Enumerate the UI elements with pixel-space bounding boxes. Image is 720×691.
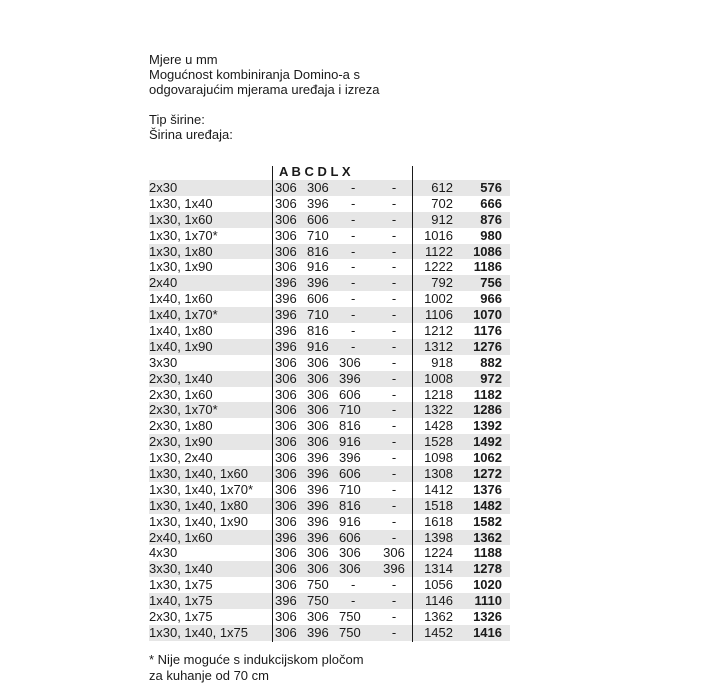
row-width-c: 816 [339,418,361,434]
row-total-width: 1362 [424,609,453,625]
row-cutout-width: 1020 [473,577,502,593]
row-width-a: 306 [275,577,297,593]
row-width-x: - [391,211,397,227]
row-total-width: 1428 [424,418,453,434]
row-width-a: 396 [275,323,297,339]
row-width-b: 396 [307,450,329,466]
row-total-width: 1002 [424,291,453,307]
row-width-c: - [351,577,356,593]
row-type: 1x40, 1x80 [149,323,213,339]
row-width-c: - [351,275,356,291]
row-cutout-width: 666 [480,195,502,211]
row-width-b: 710 [307,227,329,243]
row-width-b: 916 [307,259,329,275]
row-width-x: - [391,529,397,545]
row-total-width: 1016 [424,227,453,243]
row-cutout-width: 1492 [473,434,502,450]
row-width-x: - [391,434,397,450]
row-total-width: 1008 [424,370,453,386]
row-width-a: 396 [275,307,297,323]
row-total-width: 1412 [424,481,453,497]
table-body [149,180,510,641]
row-width-b: 306 [307,354,329,370]
row-width-x: - [391,418,397,434]
row-width-c: - [351,227,356,243]
row-type: 3x30 [149,354,178,370]
row-width-x: - [391,497,397,513]
row-cutout-width: 966 [480,291,502,307]
row-width-c: 306 [339,354,361,370]
row-type: 1x30, 1x70* [149,227,218,243]
row-width-x: - [391,577,397,593]
row-cutout-width: 1176 [473,323,502,339]
row-width-b: 750 [307,577,329,593]
row-type: 1x30, 1x90 [149,259,213,275]
row-total-width: 912 [431,211,453,227]
row-type: 2x30, 1x60 [149,386,213,402]
row-type: 1x30, 1x80 [149,243,213,259]
row-width-x: - [391,227,397,243]
row-cutout-width: 1182 [473,386,502,402]
row-width-x: 306 [383,545,405,561]
table-row [149,545,510,561]
row-width-c: - [351,243,356,259]
table-row [149,259,510,275]
row-width-a: 306 [275,513,297,529]
row-width-b: 306 [307,561,329,577]
row-cutout-width: 1086 [473,243,502,259]
table-row [149,291,510,307]
footnote-line-1: * Nije moguće s indukcijskom pločom [149,652,364,667]
intro-text [149,52,380,142]
row-width-x: - [391,513,397,529]
row-total-width: 1122 [425,243,453,259]
row-width-a: 396 [275,291,297,307]
row-cutout-width: 882 [480,354,502,370]
row-total-width: 1218 [424,386,453,402]
row-type: 1x30, 2x40 [149,450,213,466]
row-type: 1x30, 1x40, 1x80 [149,497,249,513]
row-width-c: - [351,338,356,354]
row-width-b: 396 [307,481,329,497]
table-row [149,530,510,546]
row-type: 1x30, 1x40, 1x70* [149,481,254,497]
row-width-b: 306 [307,609,329,625]
row-width-b: 396 [307,466,329,482]
row-total-width: 1212 [424,323,453,339]
row-width-x: - [391,624,397,640]
row-type: 1x40, 1x60 [149,291,213,307]
row-width-c: 710 [339,481,361,497]
row-width-b: 396 [307,513,329,529]
row-type: 1x30, 1x60 [149,211,213,227]
table-row [149,307,510,323]
row-width-x: - [391,195,397,211]
row-width-x: - [391,180,397,195]
row-cutout-width: 1186 [473,259,502,275]
row-width-a: 306 [275,624,297,640]
row-width-a: 306 [275,259,297,275]
row-type: 2x30, 1x80 [149,418,213,434]
column-headers: A B C D L X [279,164,351,179]
table-row [149,212,510,228]
row-width-b: 306 [307,370,329,386]
table-row [149,593,510,609]
table-row [149,498,510,514]
dimensions-table [149,164,510,641]
row-width-a: 396 [275,338,297,354]
row-width-x: - [391,593,397,609]
width-type-label: Tip širine: [149,112,205,127]
row-cutout-width: 1582 [473,513,502,529]
table-row [149,387,510,403]
footnote [149,652,364,684]
row-width-x: 396 [383,561,405,577]
combination-note-cont: odgovarajućim mjerama uređaja i izreza [149,82,380,97]
table-row [149,402,510,418]
row-width-x: - [391,386,397,402]
row-width-c: 916 [339,513,361,529]
row-width-b: 306 [307,545,329,561]
row-cutout-width: 1362 [473,529,502,545]
row-total-width: 1314 [424,561,453,577]
table-header [149,164,510,180]
row-width-c: 916 [339,434,361,450]
row-width-c: 606 [339,466,361,482]
row-width-x: - [391,291,397,307]
row-width-a: 306 [275,211,297,227]
row-type: 2x30 [149,180,178,195]
row-total-width: 1106 [425,307,453,323]
table-row [149,196,510,212]
row-width-x: - [391,402,397,418]
row-cutout-width: 1110 [474,593,502,609]
row-width-x: - [391,338,397,354]
row-width-a: 306 [275,386,297,402]
table-row [149,450,510,466]
row-width-b: 396 [307,497,329,513]
table-row [149,244,510,260]
column-divider-left [272,166,273,642]
row-width-a: 306 [275,609,297,625]
table-row [149,180,510,196]
row-width-b: 306 [307,402,329,418]
row-width-x: - [391,370,397,386]
row-width-b: 396 [307,195,329,211]
row-width-a: 306 [275,561,297,577]
row-total-width: 1322 [424,402,453,418]
row-type: 1x40, 1x75 [149,593,213,609]
row-type: 2x40, 1x60 [149,529,213,545]
row-width-a: 306 [275,545,297,561]
table-row [149,323,510,339]
row-width-x: - [391,275,397,291]
row-width-b: 306 [307,386,329,402]
table-row [149,434,510,450]
row-width-b: 396 [307,529,329,545]
row-cutout-width: 1392 [473,418,502,434]
row-cutout-width: 1326 [473,609,502,625]
row-width-c: 606 [339,386,361,402]
row-type: 2x30, 1x40 [149,370,213,386]
row-width-a: 306 [275,418,297,434]
row-width-x: - [391,481,397,497]
row-total-width: 1618 [424,513,453,529]
row-total-width: 1308 [424,466,453,482]
row-type: 1x30, 1x40 [149,195,213,211]
row-width-a: 306 [275,497,297,513]
row-total-width: 1452 [424,624,453,640]
row-total-width: 1312 [424,338,453,354]
row-total-width: 1398 [424,529,453,545]
row-width-a: 306 [275,466,297,482]
row-type: 1x30, 1x40, 1x75 [149,624,249,640]
row-cutout-width: 1062 [473,450,502,466]
row-width-c: - [351,195,356,211]
row-type: 3x30, 1x40 [149,561,213,577]
row-width-x: - [391,259,397,275]
table-row [149,482,510,498]
row-width-b: 306 [307,180,329,195]
row-total-width: 1146 [425,593,453,609]
row-total-width: 1224 [424,545,453,561]
row-width-x: - [391,354,397,370]
table-row [149,577,510,593]
row-width-c: - [351,323,356,339]
row-total-width: 792 [431,275,453,291]
table-row [149,625,510,641]
row-width-c: - [351,593,356,609]
row-total-width: 918 [431,354,453,370]
row-width-c: 396 [339,370,361,386]
row-cutout-width: 980 [480,227,502,243]
row-total-width: 1222 [424,259,453,275]
column-divider-right [412,166,413,642]
row-width-a: 306 [275,434,297,450]
row-width-c: 606 [339,529,361,545]
row-width-c: 710 [339,402,361,418]
row-width-b: 606 [307,291,329,307]
row-width-b: 916 [307,338,329,354]
row-cutout-width: 1482 [473,497,502,513]
footnote-line-2: za kuhanje od 70 cm [149,668,269,683]
row-width-c: - [351,291,356,307]
row-width-c: 750 [339,624,361,640]
row-width-c: 816 [339,497,361,513]
row-width-b: 396 [307,275,329,291]
appliance-width-label: Širina uređaja: [149,127,233,142]
row-width-a: 306 [275,450,297,466]
units-note: Mjere u mm [149,52,218,67]
row-total-width: 1098 [424,450,453,466]
row-cutout-width: 1276 [473,338,502,354]
row-width-c: - [351,259,356,275]
table-row [149,609,510,625]
row-type: 1x40, 1x90 [149,338,213,354]
row-type: 1x30, 1x75 [149,577,213,593]
row-cutout-width: 876 [480,211,502,227]
table-row [149,275,510,291]
row-total-width: 1056 [424,577,453,593]
table-row [149,561,510,577]
row-width-x: - [391,450,397,466]
row-cutout-width: 756 [480,275,502,291]
row-width-b: 710 [307,307,329,323]
table-row [149,466,510,482]
row-width-a: 306 [275,402,297,418]
table-row [149,355,510,371]
row-width-b: 396 [307,624,329,640]
row-width-a: 306 [275,243,297,259]
row-width-c: 306 [339,545,361,561]
row-total-width: 702 [431,195,453,211]
row-type: 2x40 [149,275,178,291]
row-width-a: 306 [275,180,297,195]
row-width-x: - [391,466,397,482]
row-cutout-width: 972 [480,370,502,386]
row-width-a: 306 [275,354,297,370]
row-width-c: 396 [339,450,361,466]
row-width-c: - [351,180,356,195]
row-width-b: 816 [307,323,329,339]
row-width-a: 306 [275,195,297,211]
row-type: 2x30, 1x70* [149,402,218,418]
table-row [149,371,510,387]
row-width-b: 306 [307,434,329,450]
row-width-c: 306 [339,561,361,577]
row-total-width: 1518 [424,497,453,513]
row-width-a: 396 [275,529,297,545]
row-width-x: - [391,609,397,625]
row-type: 2x30, 1x75 [149,609,213,625]
row-type: 1x30, 1x40, 1x90 [149,513,249,529]
row-type: 2x30, 1x90 [149,434,213,450]
table-row [149,339,510,355]
row-width-b: 816 [307,243,329,259]
row-width-b: 306 [307,418,329,434]
row-cutout-width: 1376 [473,481,502,497]
row-width-c: - [351,307,356,323]
row-cutout-width: 1272 [473,466,502,482]
row-total-width: 612 [431,180,453,195]
row-width-b: 606 [307,211,329,227]
row-width-x: - [391,307,397,323]
row-type: 1x30, 1x40, 1x60 [149,466,249,482]
row-width-a: 396 [275,275,297,291]
row-width-a: 396 [275,593,297,609]
row-type: 4x30 [149,545,178,561]
row-width-b: 750 [307,593,329,609]
row-width-c: 750 [339,609,361,625]
table-row [149,514,510,530]
combination-note: Mogućnost kombiniranja Domino-a s [149,67,360,82]
row-type: 1x40, 1x70* [149,307,218,323]
row-cutout-width: 1070 [473,307,502,323]
row-width-c: - [351,211,356,227]
row-cutout-width: 1416 [473,624,502,640]
row-width-x: - [391,323,397,339]
row-total-width: 1528 [424,434,453,450]
row-width-a: 306 [275,370,297,386]
row-width-a: 306 [275,481,297,497]
row-cutout-width: 1188 [473,545,502,561]
row-width-x: - [391,243,397,259]
row-cutout-width: 1278 [473,561,502,577]
row-width-a: 306 [275,227,297,243]
row-cutout-width: 576 [480,180,502,195]
table-row [149,228,510,244]
row-cutout-width: 1286 [473,402,502,418]
table-row [149,418,510,434]
